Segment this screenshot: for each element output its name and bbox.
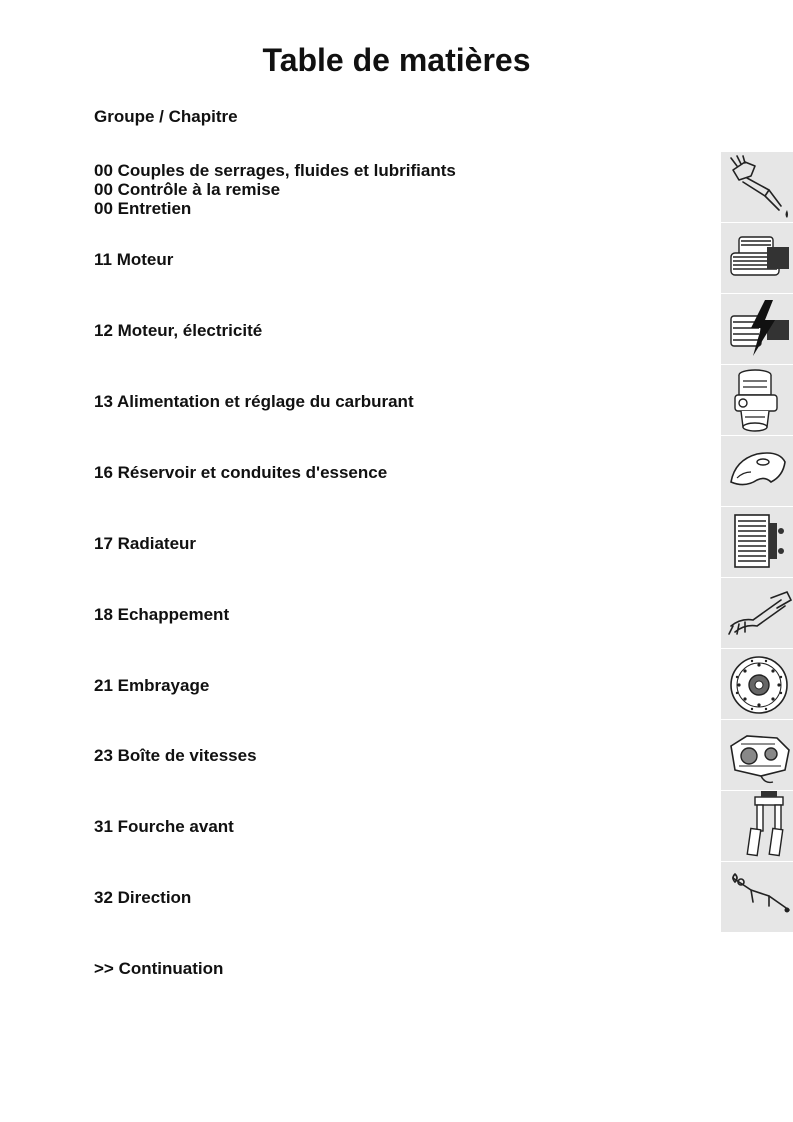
toc-entry-21-label[interactable]: 21 Embrayage <box>94 676 210 695</box>
toc-entry-00[interactable] <box>94 161 456 218</box>
toc-entry-12-label[interactable]: 12 Moteur, électricité <box>94 321 263 340</box>
tab-chapter-32[interactable] <box>721 862 793 932</box>
toc-entry-11-label[interactable]: 11 Moteur <box>94 250 174 269</box>
toc-entry-17[interactable] <box>94 534 196 553</box>
toc-entry-18[interactable] <box>94 605 229 624</box>
tab-chapter-31[interactable] <box>721 791 793 861</box>
toc-entry-00-couples[interactable]: 00 Couples de serrages, fluides et lubrifiants <box>94 161 456 180</box>
gearbox-icon <box>721 720 793 790</box>
tab-chapter-23[interactable] <box>721 720 793 790</box>
toc-entry-23-label[interactable]: 23 Boîte de vitesses <box>94 746 257 765</box>
front-fork-icon <box>721 791 793 861</box>
toc-entry-17-label[interactable]: 17 Radiateur <box>94 534 197 553</box>
tab-chapter-13[interactable] <box>721 365 793 435</box>
steering-icon <box>721 862 793 932</box>
clutch-disc-icon <box>721 649 793 719</box>
toc-entry-12[interactable] <box>94 321 262 340</box>
toc-entry-00-entretien[interactable]: 00 Entretien <box>94 199 192 218</box>
tab-chapter-00[interactable] <box>721 152 793 222</box>
exhaust-icon <box>721 578 793 648</box>
radiator-icon <box>721 507 793 577</box>
engine-electric-icon <box>721 294 793 364</box>
toc-entry-31-label[interactable]: 31 Fourche avant <box>94 817 234 836</box>
toc-entry-16-label[interactable]: 16 Réservoir et conduites d'essence <box>94 463 388 482</box>
toc-entry-31[interactable] <box>94 817 234 836</box>
toc-entry-13-label[interactable]: 13 Alimentation et réglage du carburant <box>94 392 414 411</box>
continuation-link[interactable]: >> Continuation <box>94 959 224 978</box>
toc-entry-21[interactable] <box>94 676 209 695</box>
toc-entry-00-controle[interactable]: 00 Contrôle à la remise <box>94 180 281 199</box>
tab-chapter-17[interactable] <box>721 507 793 577</box>
toc-entry-16[interactable] <box>94 463 387 482</box>
engine-icon <box>721 223 793 293</box>
page-title: Table de matières <box>262 42 531 78</box>
tab-chapter-18[interactable] <box>721 578 793 648</box>
group-chapter-label: Groupe / Chapitre <box>94 107 238 126</box>
oil-can-hand-icon <box>721 152 793 222</box>
tab-chapter-11[interactable] <box>721 223 793 293</box>
toc-entry-32-label[interactable]: 32 Direction <box>94 888 192 907</box>
toc-entry-continuation[interactable] <box>94 959 223 978</box>
toc-entry-11[interactable] <box>94 250 173 269</box>
toc-entry-32[interactable] <box>94 888 191 907</box>
fuel-tank-icon <box>721 436 793 506</box>
tab-chapter-12[interactable] <box>721 294 793 364</box>
carburetor-icon <box>721 365 793 435</box>
toc-entry-23[interactable] <box>94 746 257 765</box>
toc-entry-13[interactable] <box>94 392 414 411</box>
tab-chapter-16[interactable] <box>721 436 793 506</box>
toc-entry-18-label[interactable]: 18 Echappement <box>94 605 230 624</box>
tab-chapter-21[interactable] <box>721 649 793 719</box>
chapter-tab-strip <box>721 152 793 933</box>
